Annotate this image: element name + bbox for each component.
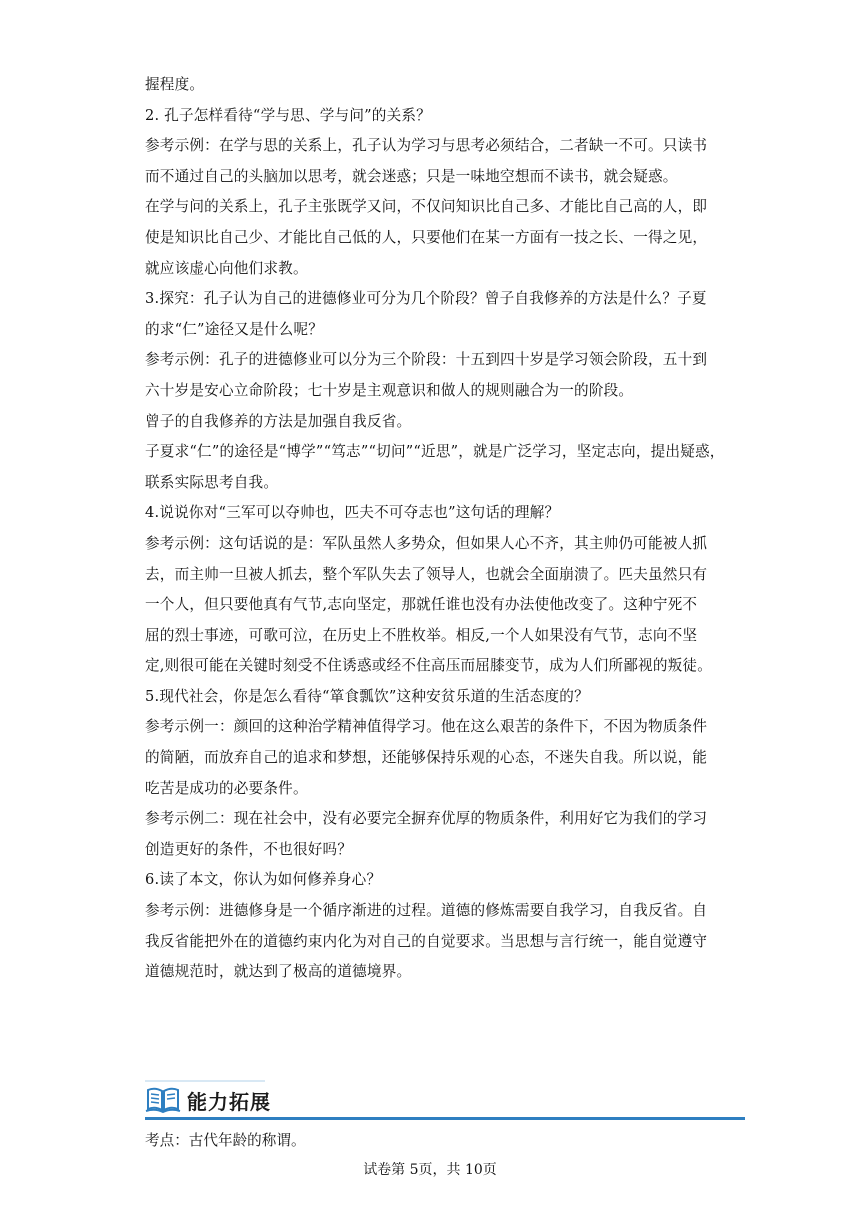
text-line: 在学与问的关系上，孔子主张既学又问，不仅问知识比自己多、才能比自己高的人，即: [145, 198, 708, 216]
text-line: 5.现代社会，你是怎么看待“箪食瓢饮”这种安贫乐道的生活态度的？: [145, 687, 589, 705]
text-line: 我反省能把外在的道德约束内化为对自己的自觉要求。当思想与言行统一，能自觉遵守: [145, 932, 708, 950]
text-line: 2. 孔子怎样看待“学与思、学与问”的关系？: [145, 106, 431, 124]
text-line: 参考示例二：现在社会中，没有必要完全摒弃优厚的物质条件，利用好它为我们的学习: [145, 810, 708, 828]
text-line: 参考示例：进德修身是一个循序渐进的过程。道德的修炼需要自我学习，自我反省。自: [145, 902, 708, 920]
text-line: 而不通过自己的头脑加以思考，就会迷惑；只是一味地空想而不读书，就会疑惑。: [145, 167, 678, 185]
text-line: 的求“仁”途径又是什么呢？: [145, 320, 324, 338]
text-line: 的简陋，而放弃自己的追求和梦想，还能够保持乐观的心态，不迷失自我。所以说，能: [145, 749, 708, 767]
text-line: 六十岁是安心立命阶段；七十岁是主观意识和做人的规则融合为一的阶段。: [145, 381, 634, 399]
text-line: 创造更好的条件，不也很好吗？: [145, 840, 353, 858]
kaodian-text: 考点：古代年龄的称谓。: [145, 1132, 306, 1149]
text-line: 曾子的自我修养的方法是加强自我反省。: [145, 412, 412, 430]
text-line: 去，而主帅一旦被人抓去，整个军队失去了领导人，也就会全面崩溃了。匹夫虽然只有: [145, 565, 708, 583]
text-line: 定,则很可能在关键时刻受不住诱惑或经不住高压而屈膝变节，成为人们所鄙视的叛徒。: [145, 657, 713, 675]
text-line: 一个人，但只要他真有气节,志向坚定，那就任谁也没有办法使他改变了。这种宁死不: [145, 596, 698, 614]
page-footer: 试卷第 5页，共 10页: [363, 1162, 497, 1178]
document-body: [145, 70, 725, 988]
text-line: 6.读了本文，你认为如何修养身心？: [145, 871, 382, 889]
section-header: [145, 1080, 745, 1122]
text-line: 3.探究：孔子认为自己的进德修业可分为几个阶段？曾子自我修养的方法是什么？子夏: [145, 290, 707, 308]
text-line: 4.说说你对“三军可以夺帅也，匹夫不可夺志也”这句话的理解？: [145, 504, 560, 522]
section-rule: [145, 1117, 745, 1120]
open-book-icon: [145, 1084, 181, 1114]
text-line: 参考示例：这句话说的是：军队虽然人多势众，但如果人心不齐，其主帅仍可能被人抓: [145, 534, 708, 552]
text-line: 参考示例：孔子的进德修业可以分为三个阶段：十五到四十岁是学习领会阶段，五十到: [145, 351, 708, 369]
text-line: 参考示例一：颜回的这种治学精神值得学习。他在这么艰苦的条件下，不因为物质条件: [145, 718, 708, 736]
text-line: 道德规范时，就达到了极高的道德境界。: [145, 963, 412, 981]
text-line: 子夏求“仁”的途径是“博学”“笃志”“切问”“近思”，就是广泛学习，坚定志向，提出疑惑，: [145, 443, 725, 461]
text-line: 参考示例：在学与思的关系上，孔子认为学习与思考必须结合，二者缺一不可。只读书: [145, 137, 708, 155]
text-line: 握程度。: [145, 76, 205, 93]
text-line: 吃苦是成功的必要条件。: [145, 779, 308, 797]
text-line: 屈的烈士事迹，可歌可泣，在历史上不胜枚举。相反,一个人如果没有气节，志向不坚: [145, 626, 698, 644]
text-line: 使是知识比自己少、才能比自己低的人，只要他们在某一方面有一技之长、一得之见，: [145, 228, 708, 246]
text-line: 联系实际思考自我。: [145, 473, 279, 491]
text-line: 就应该虚心向他们求教。: [145, 259, 308, 277]
section-title: 能力拓展: [187, 1090, 271, 1114]
section-header-top-rule: [145, 1080, 265, 1082]
